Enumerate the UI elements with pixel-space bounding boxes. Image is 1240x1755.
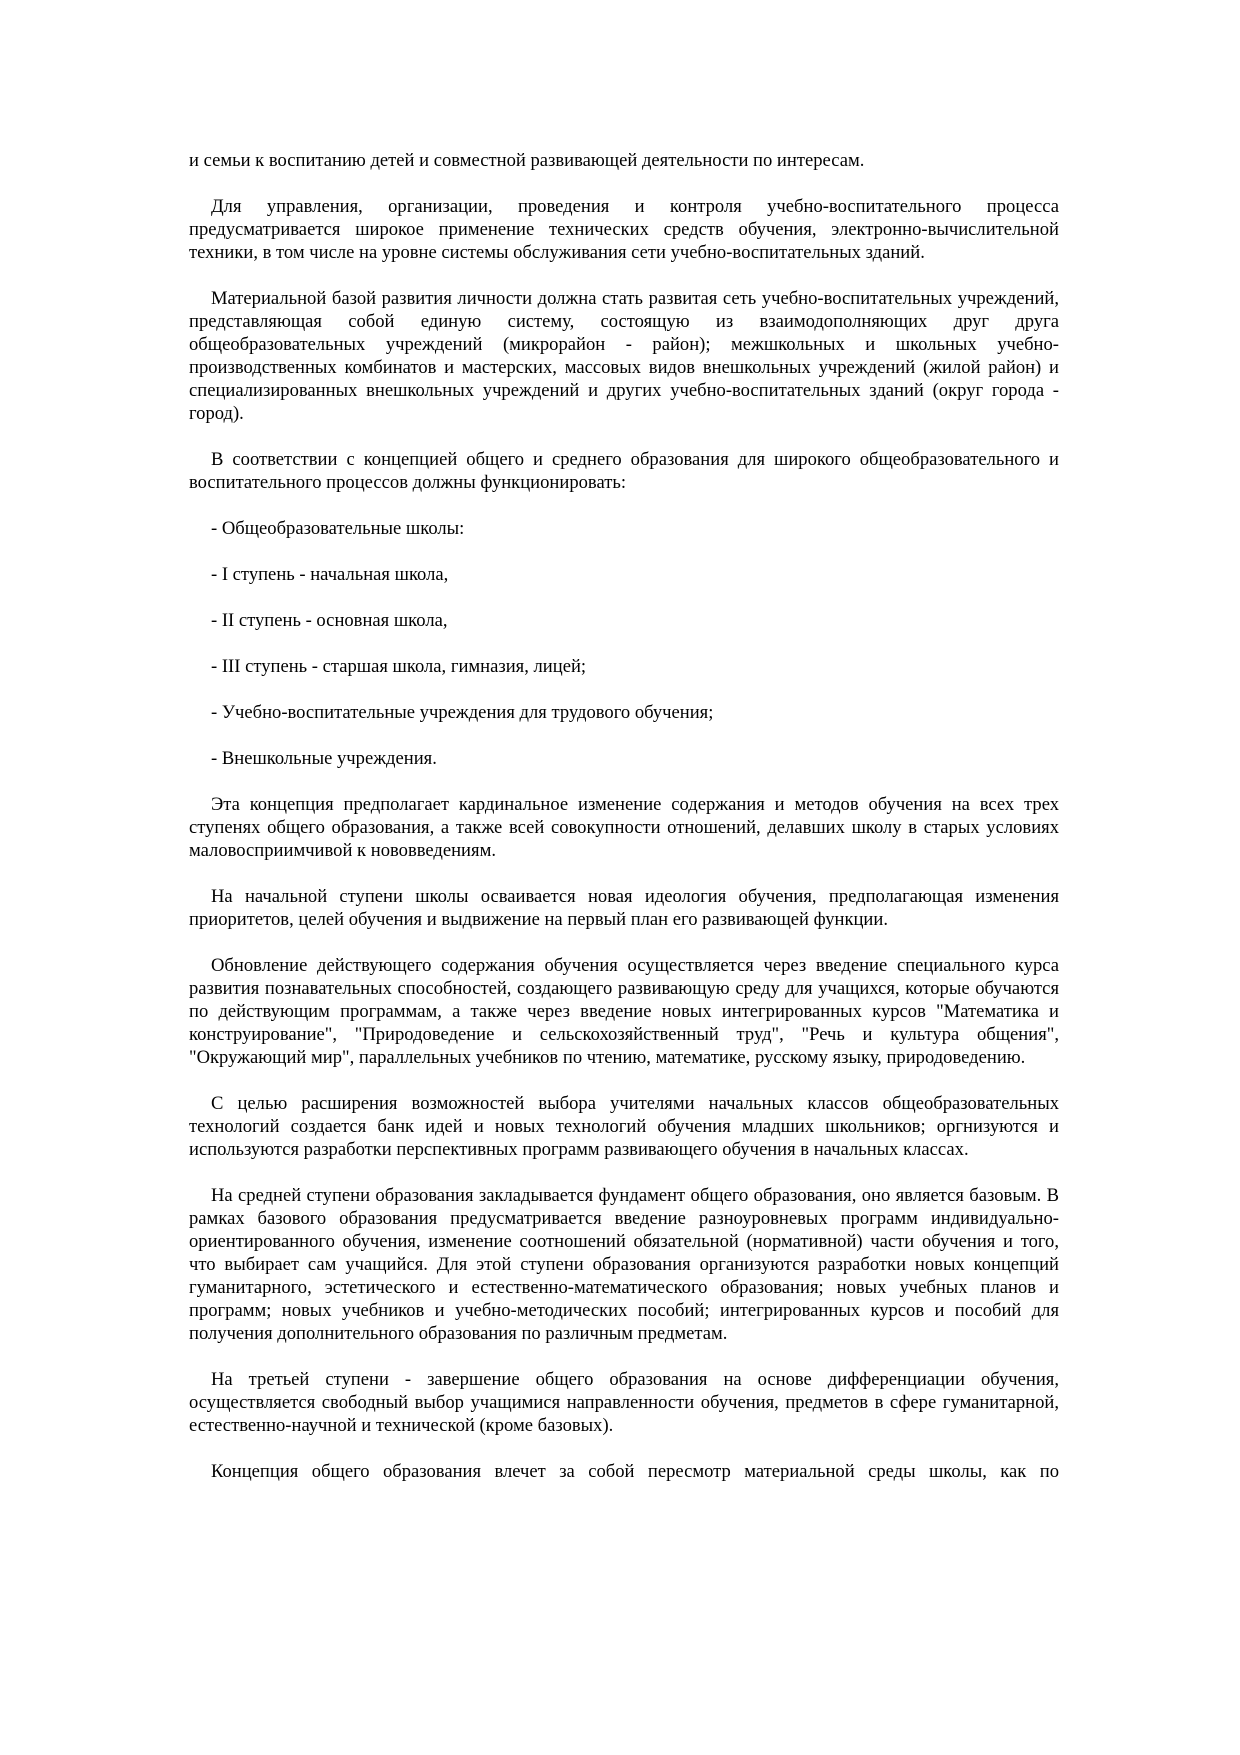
list-item-labour-training: - Учебно-воспитательные учреждения для трудового обучения; (211, 702, 714, 723)
paragraph-material-base: Материальной базой развития личности должна стать развитая сеть учебно-воспитательных учреждений, представляющая собой единую систему, состоящую из взаимодополняющих друг друга общеобразовательных учреждений (микрорайон - район); межшкольных и школьных учебно-производственных комбинатов и мастерских, массовых видов внешкольных учреждений (жилой район) и специализированных внешкольных учреждений и других учебно-воспитательных зданий (округ города - город). (189, 288, 1059, 424)
paragraph-concept-intro: В соответствии с концепцией общего и среднего образования для широкого общеобразовательного и воспитательного процессов должны функционировать: (189, 449, 1059, 493)
document-body (189, 149, 1059, 1483)
list-item-stage-3: - III ступень - старшая школа, гимназия, лицей; (211, 656, 587, 677)
list-item-general-schools: - Общеобразовательные школы: (211, 518, 465, 539)
list-item-stage-2: - II ступень - основная школа, (211, 610, 448, 631)
list-item-extracurricular: - Внешкольные учреждения. (211, 748, 437, 769)
paragraph-middle-stage: На средней ступени образования закладывается фундамент общего образования, оно является базовым. В рамках базового образования предусматривается введение разноуровневых программ индивидуально-ориентированного обучения, изменение соотношений обязательной (нормативной) части обучения и того, что выбирает сам учащийся. Для этой ступени образования организуются разработки новых концепций гуманитарного, эстетического и естественно-математического образования; новых учебных планов и программ; новых учебников и учебно-методических пособий; интегрированных курсов и пособий для получения дополнительного образования по различным предметам. (189, 1185, 1059, 1344)
paragraph-primary-stage: На начальной ступени школы осваивается новая идеология обучения, предполагающая изменения приоритетов, целей обучения и выдвижение на первый план его развивающей функции. (189, 886, 1059, 930)
paragraph-material-environment: Концепция общего образования влечет за собой пересмотр материальной среды школы, как по (211, 1461, 1059, 1482)
paragraph-concept-change: Эта концепция предполагает кардинальное изменение содержания и методов обучения на всех трех ступенях общего образования, а также всей совокупности отношений, делавших школу в старых условиях маловосприимчивой к нововведениям. (189, 794, 1059, 861)
paragraph-content-update: Обновление действующего содержания обучения осуществляется через введение специального курса развития познавательных способностей, создающего развивающую среду для учащихся, которые обучаются по действующим программам, а также через введение новых интегрированных курсов "Математика и конструирование", "Природоведение и сельскохозяйственный труд", "Речь и культура общения", "Окружающий мир", параллельных учебников по чтению, математике, русскому языку, природоведению. (189, 955, 1059, 1068)
list-item-stage-1: - I ступень - начальная школа, (211, 564, 449, 585)
paragraph-technology-bank: С целью расширения возможностей выбора учителями начальных классов общеобразовательных технологий создается банк идей и новых технологий обучения младших школьников; оргнизуются и используются разработки перспективных программ развивающего обучения в начальных классах. (189, 1093, 1059, 1160)
paragraph-third-stage: На третьей ступени - завершение общего образования на основе дифференциации обучения, осуществляется свободный выбор учащимися направленности обучения, предметов в сфере гуманитарной, естественно-научной и технической (кроме базовых). (189, 1369, 1059, 1436)
paragraph-process-control: Для управления, организации, проведения и контроля учебно-воспитательного процесса предусматривается широкое применение технических средств обучения, электронно-вычислительной техники, в том числе на уровне системы обслуживания сети учебно-воспитательных зданий. (189, 196, 1059, 263)
paragraph-continuation: и семьи к воспитанию детей и совместной развивающей деятельности по интересам. (189, 150, 865, 171)
